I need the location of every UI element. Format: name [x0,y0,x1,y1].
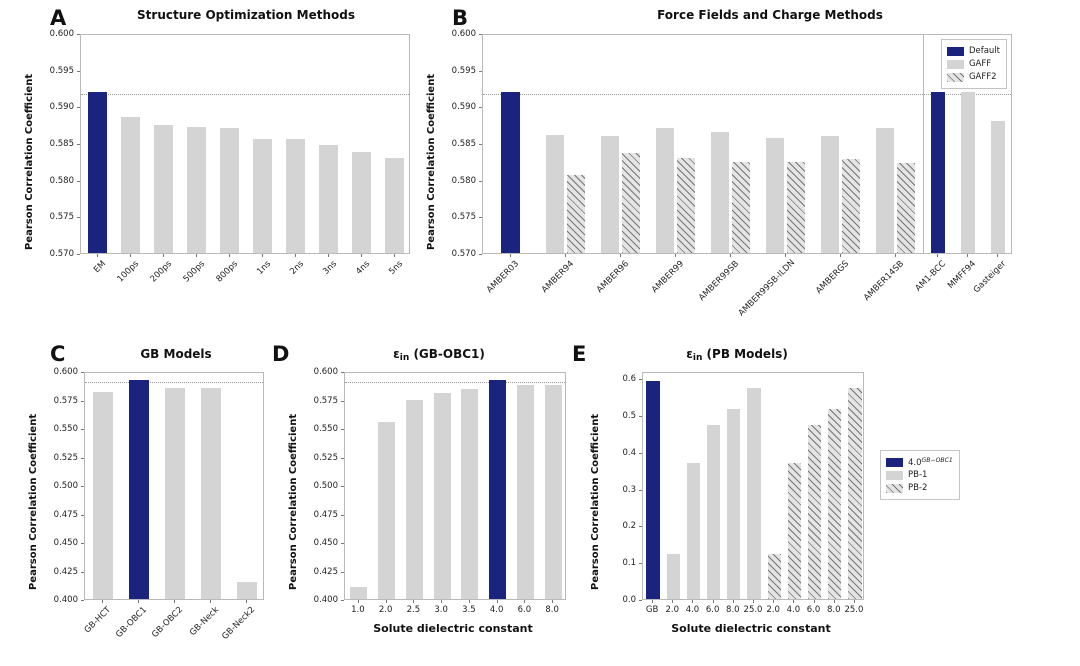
y-tick-label: 0.550 [313,424,338,434]
x-tick-mark [441,600,442,603]
x-tick-label: GB-OBC1 [114,605,150,640]
bar [766,138,784,253]
bar [121,117,141,253]
y-tick-label: 0.575 [313,395,338,406]
y-tick-label: 0.450 [53,538,78,548]
bar [707,425,720,599]
panel-c-reference-line [85,382,263,383]
panel-d-title-rest: (GB-OBC1) [409,347,485,361]
bar [88,92,108,253]
bar [350,587,367,599]
legend-swatch-gaff [947,60,964,69]
legend-item-pb1 [886,469,953,481]
x-tick-mark [510,254,511,257]
y-tick-mark [479,144,482,145]
panel-e-letter: E [572,342,587,366]
x-tick-mark [834,600,835,603]
x-tick-mark [163,254,164,257]
x-tick-label: 4.0 [489,605,504,615]
bar [656,128,674,253]
legend-label-gaff2: GAFF2 [968,72,997,82]
y-tick-mark [81,543,84,544]
legend-label-gb-obc1 [908,457,953,468]
panel-c-letter: C [50,342,66,366]
bar [201,388,221,599]
bar [434,393,451,599]
y-tick-label: 0.595 [49,65,74,76]
x-tick-label: GB [645,605,659,615]
panel-d-plot-area [344,372,566,600]
y-tick-mark [479,34,482,35]
panel-d-letter: D [272,342,290,366]
panel-e-title [606,347,868,363]
y-tick-mark [77,254,80,255]
panel-d-title [308,347,570,363]
bar [378,422,395,599]
bar [821,136,839,253]
panel-a-title: Structure Optimization Methods [137,8,355,22]
y-tick-label: 0.575 [53,395,78,406]
legend-swatch-gb-obc1 [886,458,903,467]
bar [220,128,240,253]
x-tick-mark [730,254,731,257]
y-tick-label: 0.425 [53,566,78,577]
x-tick-mark [692,600,693,603]
y-tick-label: 0.580 [451,175,476,186]
x-tick-mark [246,600,247,603]
bar [601,136,619,253]
y-tick-mark [81,458,84,459]
bar [768,554,781,599]
x-tick-label: AMBER99 [649,259,686,296]
y-tick-mark [77,107,80,108]
panel-b-ylabel: Pearson Correlation Coefficient [426,73,437,250]
panel-e-ylabel: Pearson Correlation Coefficient [590,413,601,590]
y-tick-mark [639,526,642,527]
legend-item-default [947,45,1000,57]
bar [808,425,821,599]
x-tick-label: 8.0 [545,605,559,615]
y-tick-mark [639,600,642,601]
panel-e-title-rest: (PB Models) [702,347,788,361]
bar [461,389,478,599]
x-tick-label: GB-HCT [82,605,114,636]
x-tick-label: AMBER14SB [861,259,906,304]
panel-c-title: GB Models [140,347,212,361]
y-tick-label: 0.600 [451,29,476,39]
y-tick-label: 0.525 [53,452,78,463]
y-tick-mark [81,486,84,487]
x-tick-label: AMBER99SB-ILDN [736,257,797,319]
bar [727,409,740,599]
bar [129,380,149,599]
panel-d-reference-line [345,382,565,383]
x-tick-mark [138,600,139,603]
y-tick-mark [341,429,344,430]
panel-d-xlabel: Solute dielectric constant [373,622,533,635]
x-tick-mark [97,254,98,257]
x-tick-mark [675,254,676,257]
x-tick-label: 200ps [148,259,174,285]
bar [732,162,750,253]
x-tick-label: Gasteiger [971,259,1009,296]
bar [646,381,659,599]
y-tick-mark [639,379,642,380]
y-tick-label: 0.0 [622,595,636,605]
bar [787,162,805,253]
y-tick-label: 0.475 [313,509,338,520]
x-tick-mark [814,600,815,603]
y-tick-mark [81,572,84,573]
bar [93,392,113,599]
bar [165,388,185,599]
panel-e-xlabel: Solute dielectric constant [671,622,831,635]
x-tick-mark [840,254,841,257]
bar [154,125,174,253]
bar [897,163,915,253]
y-tick-label: 0.600 [49,29,74,39]
x-tick-mark [652,600,653,603]
y-tick-label: 0.575 [451,212,476,223]
x-tick-mark [753,600,754,603]
x-tick-mark [295,254,296,257]
y-tick-mark [639,416,642,417]
x-tick-label: GB-Neck2 [220,605,258,642]
legend-label-pb2: PB-2 [908,483,928,493]
x-tick-label: 4.0 [786,605,801,615]
bar [622,153,640,253]
x-tick-label: 1.0 [351,605,365,615]
x-tick-mark [130,254,131,257]
y-tick-label: 0.585 [451,139,476,149]
x-tick-label: GB-OBC2 [150,605,186,640]
bar [788,463,801,599]
x-tick-mark [386,600,387,603]
x-tick-mark [394,254,395,257]
x-tick-label: AMBERGS [813,259,851,296]
x-tick-mark [620,254,621,257]
y-tick-label: 0.2 [622,521,636,532]
x-tick-mark [997,254,998,257]
x-tick-label: 500ps [181,259,207,285]
y-tick-mark [479,107,482,108]
y-tick-label: 0.450 [313,538,338,548]
x-tick-mark [967,254,968,257]
y-tick-label: 0.400 [53,595,78,605]
bar [385,158,405,253]
bar [319,145,339,253]
y-tick-mark [341,543,344,544]
y-tick-mark [341,401,344,402]
y-tick-mark [341,372,344,373]
x-tick-label: 2ns [287,259,306,277]
x-tick-mark [793,600,794,603]
x-tick-mark [672,600,673,603]
bar [517,385,534,599]
y-tick-mark [81,372,84,373]
panel-e-legend [880,450,960,500]
bar [546,135,564,253]
y-tick-label: 0.5 [622,411,636,422]
x-tick-label: 6.0 [705,605,720,615]
legend-swatch-pb2 [886,484,903,493]
y-tick-mark [639,490,642,491]
y-tick-label: 0.600 [313,367,338,377]
x-tick-mark [229,254,230,257]
x-tick-mark [524,600,525,603]
bar [352,152,372,253]
x-tick-label: GB-Neck [188,605,222,639]
x-tick-label: 2.0 [378,605,393,615]
y-tick-label: 0.590 [49,102,74,113]
legend-label-pb1: PB-1 [908,470,928,480]
x-tick-label: 25.0 [743,605,763,615]
x-tick-label: 4ns [353,259,372,277]
panel-d-title-sub: in [399,352,410,363]
panel-b-plot-area [482,34,1012,254]
y-tick-label: 0.550 [53,424,78,434]
legend-item-pb2 [886,482,953,494]
y-tick-label: 0.425 [313,566,338,577]
x-tick-mark [328,254,329,257]
x-tick-label: 5ns [386,259,405,277]
x-tick-label: AM1-BCC [913,259,949,294]
bar [848,388,861,599]
x-tick-mark [785,254,786,257]
panel-b-letter: B [452,6,469,30]
panel-e-title-sub: in [692,352,703,363]
panel-a-ylabel: Pearson Correlation Coefficient [24,73,35,250]
y-tick-label: 0.580 [49,175,74,186]
x-tick-label: EM [91,259,108,276]
legend-label-gaff: GAFF [968,59,992,69]
x-tick-label: 800ps [214,259,240,285]
y-tick-label: 0.1 [622,558,636,569]
x-tick-label: 25.0 [844,605,864,615]
x-tick-mark [854,600,855,603]
legend-label-default: Default [968,46,1000,56]
panel-d-ylabel: Pearson Correlation Coefficient [288,413,299,590]
x-tick-label: AMBER99SB [696,259,741,304]
y-tick-mark [341,572,344,573]
bar [501,92,521,253]
x-tick-label: 2.5 [406,605,421,615]
bar [406,400,423,599]
y-tick-mark [77,144,80,145]
y-tick-mark [341,486,344,487]
y-tick-mark [77,71,80,72]
panel-a-letter: A [50,6,67,30]
bar [677,158,695,253]
panel-d-title-epsilon: ε [393,347,400,361]
x-tick-mark [937,254,938,257]
y-tick-mark [81,401,84,402]
y-tick-mark [77,181,80,182]
y-tick-mark [341,458,344,459]
y-tick-mark [639,453,642,454]
bar [931,92,945,253]
bar [253,139,273,253]
x-tick-label: 8.0 [826,605,841,615]
x-tick-mark [469,600,470,603]
y-tick-label: 0.500 [53,481,78,491]
y-tick-mark [81,600,84,601]
x-tick-mark [497,600,498,603]
panel-e-plot-area [642,372,864,600]
legend-swatch-pb1 [886,471,903,480]
y-tick-mark [81,429,84,430]
y-tick-label: 0.4 [622,447,636,458]
y-tick-label: 0.475 [53,509,78,520]
panel-b-legend [941,39,1007,89]
y-tick-label: 0.6 [622,374,636,385]
bar [961,92,975,253]
x-tick-mark [565,254,566,257]
bar [991,121,1005,253]
x-tick-mark [358,600,359,603]
bar [667,554,680,599]
legend-label-gb-obc1-sup: GB−OBC1 [921,456,953,464]
bar [747,388,760,599]
bar [876,128,894,253]
y-tick-mark [479,71,482,72]
x-tick-label: 4.0 [685,605,700,615]
y-tick-mark [81,515,84,516]
legend-label-gb-obc1-main: 4.0 [908,457,922,468]
x-tick-label: 2.0 [665,605,680,615]
x-tick-mark [361,254,362,257]
y-tick-label: 0.600 [53,367,78,377]
x-tick-mark [102,600,103,603]
y-tick-label: 0.570 [49,249,74,259]
legend-swatch-default [947,47,964,56]
bar [489,380,506,599]
y-tick-label: 0.400 [313,595,338,605]
y-tick-mark [479,217,482,218]
bar [545,385,562,599]
y-tick-label: 0.595 [451,65,476,76]
x-tick-label: 1ns [254,259,273,277]
panel-a-reference-line [81,94,409,95]
x-tick-label: AMBER96 [594,259,631,296]
x-tick-label: 6.0 [517,605,532,615]
legend-item-gaff [947,58,1000,70]
legend-swatch-gaff2 [947,73,964,82]
x-tick-label: AMBER94 [539,259,576,296]
panel-b-group-separator [923,35,924,253]
panel-c-ylabel: Pearson Correlation Coefficient [28,413,39,590]
x-tick-label: 6.0 [806,605,821,615]
bar [286,139,306,253]
y-tick-mark [479,254,482,255]
bar [711,132,729,253]
y-tick-mark [479,181,482,182]
x-tick-label: 8.0 [726,605,740,615]
x-tick-label: AMBER03 [484,259,521,296]
y-tick-mark [341,515,344,516]
x-tick-label: MMFF94 [946,259,979,292]
y-tick-label: 0.500 [313,481,338,491]
bar [828,409,841,599]
y-tick-label: 0.575 [49,212,74,223]
x-tick-label: 3ns [320,259,339,277]
bar [237,582,257,599]
legend-item-gb-obc1 [886,456,953,468]
x-tick-mark [174,600,175,603]
x-tick-label: 3.5 [462,605,476,615]
x-tick-mark [895,254,896,257]
y-tick-label: 0.570 [451,249,476,259]
y-tick-label: 0.3 [622,484,636,495]
y-tick-mark [77,217,80,218]
panel-b-title: Force Fields and Charge Methods [657,8,883,22]
x-tick-mark [552,600,553,603]
x-tick-mark [773,600,774,603]
x-tick-label: 3.0 [434,605,448,615]
x-tick-mark [713,600,714,603]
y-tick-label: 0.525 [313,452,338,463]
y-tick-label: 0.585 [49,139,74,149]
x-tick-label: 2.0 [766,605,780,615]
bar [687,463,700,599]
panel-e-title-epsilon: ε [686,347,693,361]
y-tick-mark [77,34,80,35]
x-tick-mark [413,600,414,603]
panel-a-plot-area [80,34,410,254]
bar [842,159,860,253]
y-tick-label: 0.590 [451,102,476,113]
y-tick-mark [341,600,344,601]
legend-item-gaff2 [947,71,1000,83]
bar [187,127,207,253]
x-tick-mark [262,254,263,257]
x-tick-mark [196,254,197,257]
x-tick-mark [210,600,211,603]
x-tick-mark [733,600,734,603]
panel-c-plot-area [84,372,264,600]
y-tick-mark [639,563,642,564]
bar [567,175,585,253]
x-tick-label: 100ps [115,259,141,285]
